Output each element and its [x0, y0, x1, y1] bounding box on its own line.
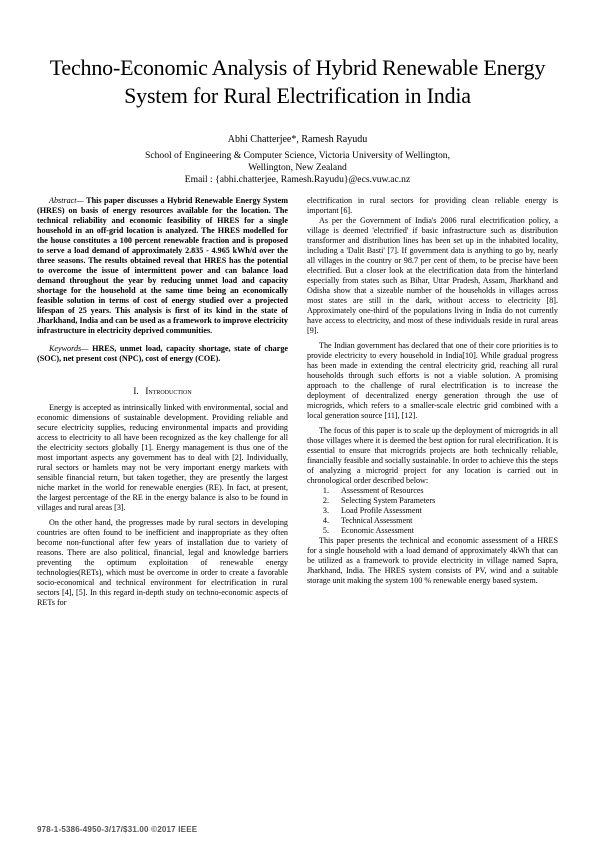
- section-title: Introduction: [145, 386, 192, 396]
- intro-paragraph-2: On the other hand, the progresses made by rural sectors in developing countries are often found to be inefficient and inappropriate as they often become non-functional after few years of installation due to variety of reasons. There are also political, financial, legal and knowledge barriers preventing the optimum exploitation of renewable energy technologies(RETs), which must be overcome in order to create a favorable socio-economical and technical environment for electrification in rural sectors [4], [5]. In this regard in-depth study on techno-economic aspects of RETs for: [37, 518, 288, 607]
- right-column: [307, 196, 558, 586]
- right-paragraph-3: The Indian government has declared that one of their core priorities is to provide electricity to every household in India[10]. While gradual progress has been made in extending the central electricity grid, reaching all rural households through such efforts is not a viable solution. A promising approach to the challenge of rural electrification is to increase the deployment of decentralized energy generation through the use of microgrids, which refers to a smaller-scale electric grid combined with a local generation source [11], [12].: [307, 341, 558, 420]
- copyright-footer: 978-1-5386-4950-3/17/$31.00 ©2017 IEEE: [37, 825, 198, 834]
- affiliation-line-1: School of Engineering & Computer Science, Victoria University of Wellington,: [145, 150, 450, 161]
- right-paragraph-2: As per the Government of India's 2006 rural electrification policy, a village is deemed 'electrified' if basic infrastructure such as distribution transformer and distribution lines has been set up in the inhabited locality, including a 'Dalit Basti' [7]. If government data is anything to go by, nearly all villages in the country or 98.7 per cent of them, to be precise have been electrified. But a closer look at the electrification data from the hinterland especially from states such as Bihar, Uttar Pradesh, Assam, Jharkhand and Odisha show that a sizeable number of the households in villages across most states are still in the dark, without access to electricity [8]. Approximately one-third of the populations living in India do not currently have access to electricity, and most of these individuals reside in rural areas [9].: [307, 216, 558, 335]
- author-email: Email : {abhi.chatterjee, Ramesh.Rayudu}@ecs.vuw.ac.nz: [184, 174, 411, 185]
- author-block: [30, 134, 565, 186]
- abstract: [37, 196, 288, 336]
- left-column: [37, 196, 288, 608]
- keywords-label: Keywords—: [49, 344, 89, 353]
- section-heading-introduction: [37, 386, 288, 396]
- keywords: [37, 344, 288, 364]
- steps-list: [307, 486, 558, 536]
- affiliation-line-2: Wellington, New Zealand: [248, 162, 347, 173]
- author-names: Abhi Chatterjee*, Ramesh Rayudu: [227, 134, 368, 145]
- keywords-text: HRES, unmet load, capacity shortage, state of charge (SOC), net present cost (NPC), cost of energy (COE).: [37, 344, 288, 363]
- right-paragraph-1: electrification in rural sectors for providing clean reliable energy is important [6].: [307, 196, 558, 215]
- abstract-text: This paper discusses a Hybrid Renewable Energy System (HRES) on basis of energy resources available for the location. The technical reliability and economic feasibility of HRES for a single household in an off-grid location is analyzed. The HRES modelled for the house constitutes a 100 percent renewable fraction and is proposed to serve a load demand of approximately 2.835 - 4.965 kWh/d over the three seasons. The results obtained reveal that HRES has the potential to overcome the issue of intermittent power and can balance load demand throughout the year by reducing unmet load and capacity shortage for the household at the same time being an economically feasible solution in terms of cost of energy studied over a projected lifespan of 25 years. This analysis is first of its kind in the state of Jharkhand, India and can be used as a framework to improve electricity infrastructure in electricity deprived communities.: [37, 196, 288, 335]
- list-item: 2. Selecting System Parameters: [331, 496, 558, 506]
- paper-title: Techno-Economic Analysis of Hybrid Renewable Energy System for Rural Electrification in India: [49, 55, 546, 108]
- right-paragraph-4: The focus of this paper is to scale up the deployment of microgrids in all those villages where it is deemed the best option for rural electrification. It is essential to ensure that microgrids projects are both technically reliable, financially feasible and socially sustainable. In order to achieve this the steps of analyzing a microgrid project for any location is carried out in chronological order described below:: [307, 426, 558, 485]
- list-item: 3. Load Profile Assessment: [331, 506, 558, 516]
- intro-paragraph-1: Energy is accepted as intrinsically linked with environmental, social and economic dimensions of sustainable development. Providing reliable and secure electricity supplies, reducing environmental impacts and providing access to electricity to all have been recognized as the key challenge for all the electricity sectors globally [1]. Energy management is thus one of the most important aspects any government has to deal with [2]. Individually, rural sectors or hamlets may not be very important energy markets with sensible financial return, but taken together, they are presently the largest niche market in the world for renewable energies (RE). In fact, at present, the largest percentage of the RE in the energy balance is also to be found in villages and rural areas [3].: [37, 403, 288, 512]
- list-item: 4. Technical Assessment: [331, 516, 558, 526]
- abstract-label: Abstract—: [49, 196, 84, 205]
- list-item: 1. Assessment of Resources: [331, 486, 558, 496]
- closing-paragraph: This paper presents the technical and economic assessment of a HRES for a single household with a load demand of approximately 4kWh that can be utilized as a framework to provide electricity in village named Sapra, Jharkhand, India. The HRES system consists of PV, wind and a suitable storage unit making the system 100 % renewable energy based system.: [307, 536, 558, 585]
- section-number: I.: [133, 386, 139, 396]
- list-item: 5. Economic Assessment: [331, 526, 558, 536]
